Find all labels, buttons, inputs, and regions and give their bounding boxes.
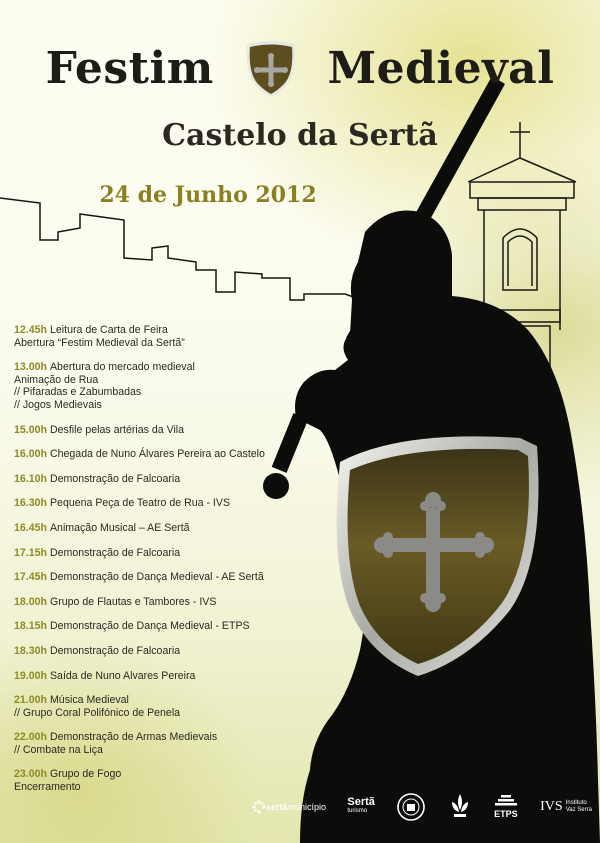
schedule-time: 18.00h — [14, 595, 47, 608]
logo-text-bold: sertã — [266, 802, 288, 812]
schedule-line: Pequena Peça de Teatro de Rua - IVS — [49, 497, 231, 510]
subtitle: Castelo da Sertã — [162, 118, 438, 153]
schedule-time: 13.00h — [14, 361, 47, 374]
castle-wall-outline — [0, 198, 362, 300]
schedule-line: // Grupo Coral Polifónico de Penela — [14, 706, 181, 719]
schedule-list — [14, 324, 314, 794]
schedule-line: Demonstração de Armas Medievais — [49, 731, 218, 744]
schedule-line: // Pifaradas e Zabumbadas — [14, 386, 142, 399]
schedule-time: 15.00h — [14, 423, 47, 436]
schedule-line: Abertura “Festim Medieval da Sertã” — [14, 336, 185, 349]
stripes-icon — [493, 795, 519, 809]
schedule-line: Animação de Rua — [14, 373, 99, 386]
logo-text: Vaz Serra — [565, 807, 592, 813]
logo-subtext — [566, 800, 592, 814]
schedule-line: Animação Musical – AE Sertã — [49, 521, 190, 534]
schedule-line: Demonstração de Falcoaria — [49, 644, 181, 657]
schedule-item — [14, 731, 314, 756]
fleur-de-lis-icon — [448, 792, 472, 822]
schedule-line: Desfile pelas artérias da Vila — [49, 423, 185, 436]
schedule-time: 17.15h — [14, 546, 47, 559]
schedule-item — [14, 645, 314, 658]
schedule-line: // Combate na Liça — [14, 743, 103, 756]
schedule-item — [14, 361, 314, 411]
schedule-line: // Jogos Medievais — [14, 398, 102, 411]
schedule-line: Demonstração de Dança Medieval - AE Sertã — [49, 571, 264, 584]
ivs-logo — [540, 799, 592, 815]
schedule-line: Grupo de Fogo — [49, 768, 122, 781]
schedule-time: 16.10h — [14, 472, 47, 485]
event-date: 24 de Junho 2012 — [99, 182, 317, 208]
scout-logo — [448, 792, 472, 822]
sponsor-logos — [252, 786, 592, 828]
schedule-line: Saída de Nuno Alvares Pereira — [49, 669, 196, 682]
page-title — [0, 38, 600, 98]
schedule-time: 18.30h — [14, 644, 47, 657]
schedule-item — [14, 571, 314, 584]
schedule-line: Grupo de Flautas e Tambores - IVS — [49, 595, 217, 608]
schedule-line: Demonstração de Falcoaria — [49, 546, 181, 559]
schedule-time: 18.15h — [14, 620, 47, 633]
serta-turismo-logo — [347, 798, 375, 816]
schedule-time: 17.45h — [14, 571, 47, 584]
schedule-item — [14, 497, 314, 510]
schedule-time: 16.00h — [14, 448, 47, 461]
schedule-item — [14, 473, 314, 486]
schedule-time: 21.00h — [14, 694, 47, 707]
title-word-medieval: Medieval — [327, 42, 555, 94]
logo-text-bold: Sertã — [347, 796, 375, 808]
schedule-item — [14, 596, 314, 609]
schedule-item — [14, 324, 314, 349]
logo-text-bold: ETPS — [494, 809, 518, 819]
schedule-item — [14, 448, 314, 461]
schedule-time: 23.00h — [14, 768, 47, 781]
schedule-line: Leitura de Carta de Feira — [49, 324, 168, 336]
title-word-festim: Festim — [45, 42, 214, 94]
seal-icon — [396, 792, 426, 822]
seal-logo — [396, 792, 426, 822]
dots-icon — [252, 800, 266, 814]
schedule-item — [14, 670, 314, 683]
schedule-time: 12.45h — [14, 324, 47, 336]
logo-text: município — [287, 802, 327, 812]
schedule-time: 22.00h — [14, 731, 47, 744]
schedule-item — [14, 547, 314, 560]
logo-text: IVS — [540, 799, 563, 814]
schedule-item — [14, 522, 314, 535]
logo-text: turismo — [347, 808, 368, 814]
schedule-line: Abertura do mercado medieval — [49, 361, 195, 374]
title-shield-icon — [244, 40, 298, 98]
schedule-item — [14, 424, 314, 437]
schedule-line: Demonstração de Falcoaria — [49, 472, 181, 485]
schedule-item — [14, 620, 314, 633]
schedule-line: Música Medieval — [49, 694, 129, 707]
schedule-line: Chegada de Nuno Álvares Pereira ao Castelo — [49, 448, 265, 461]
schedule-time: 16.30h — [14, 497, 47, 510]
schedule-time: 19.00h — [14, 669, 47, 682]
serta-municipio-logo — [252, 800, 326, 814]
schedule-time: 16.45h — [14, 521, 47, 534]
schedule-line: Encerramento — [14, 781, 81, 794]
etps-logo — [493, 795, 519, 819]
logo-text: Instituto — [565, 800, 587, 806]
schedule-line: Demonstração de Dança Medieval - ETPS — [49, 620, 250, 633]
schedule-item — [14, 694, 314, 719]
